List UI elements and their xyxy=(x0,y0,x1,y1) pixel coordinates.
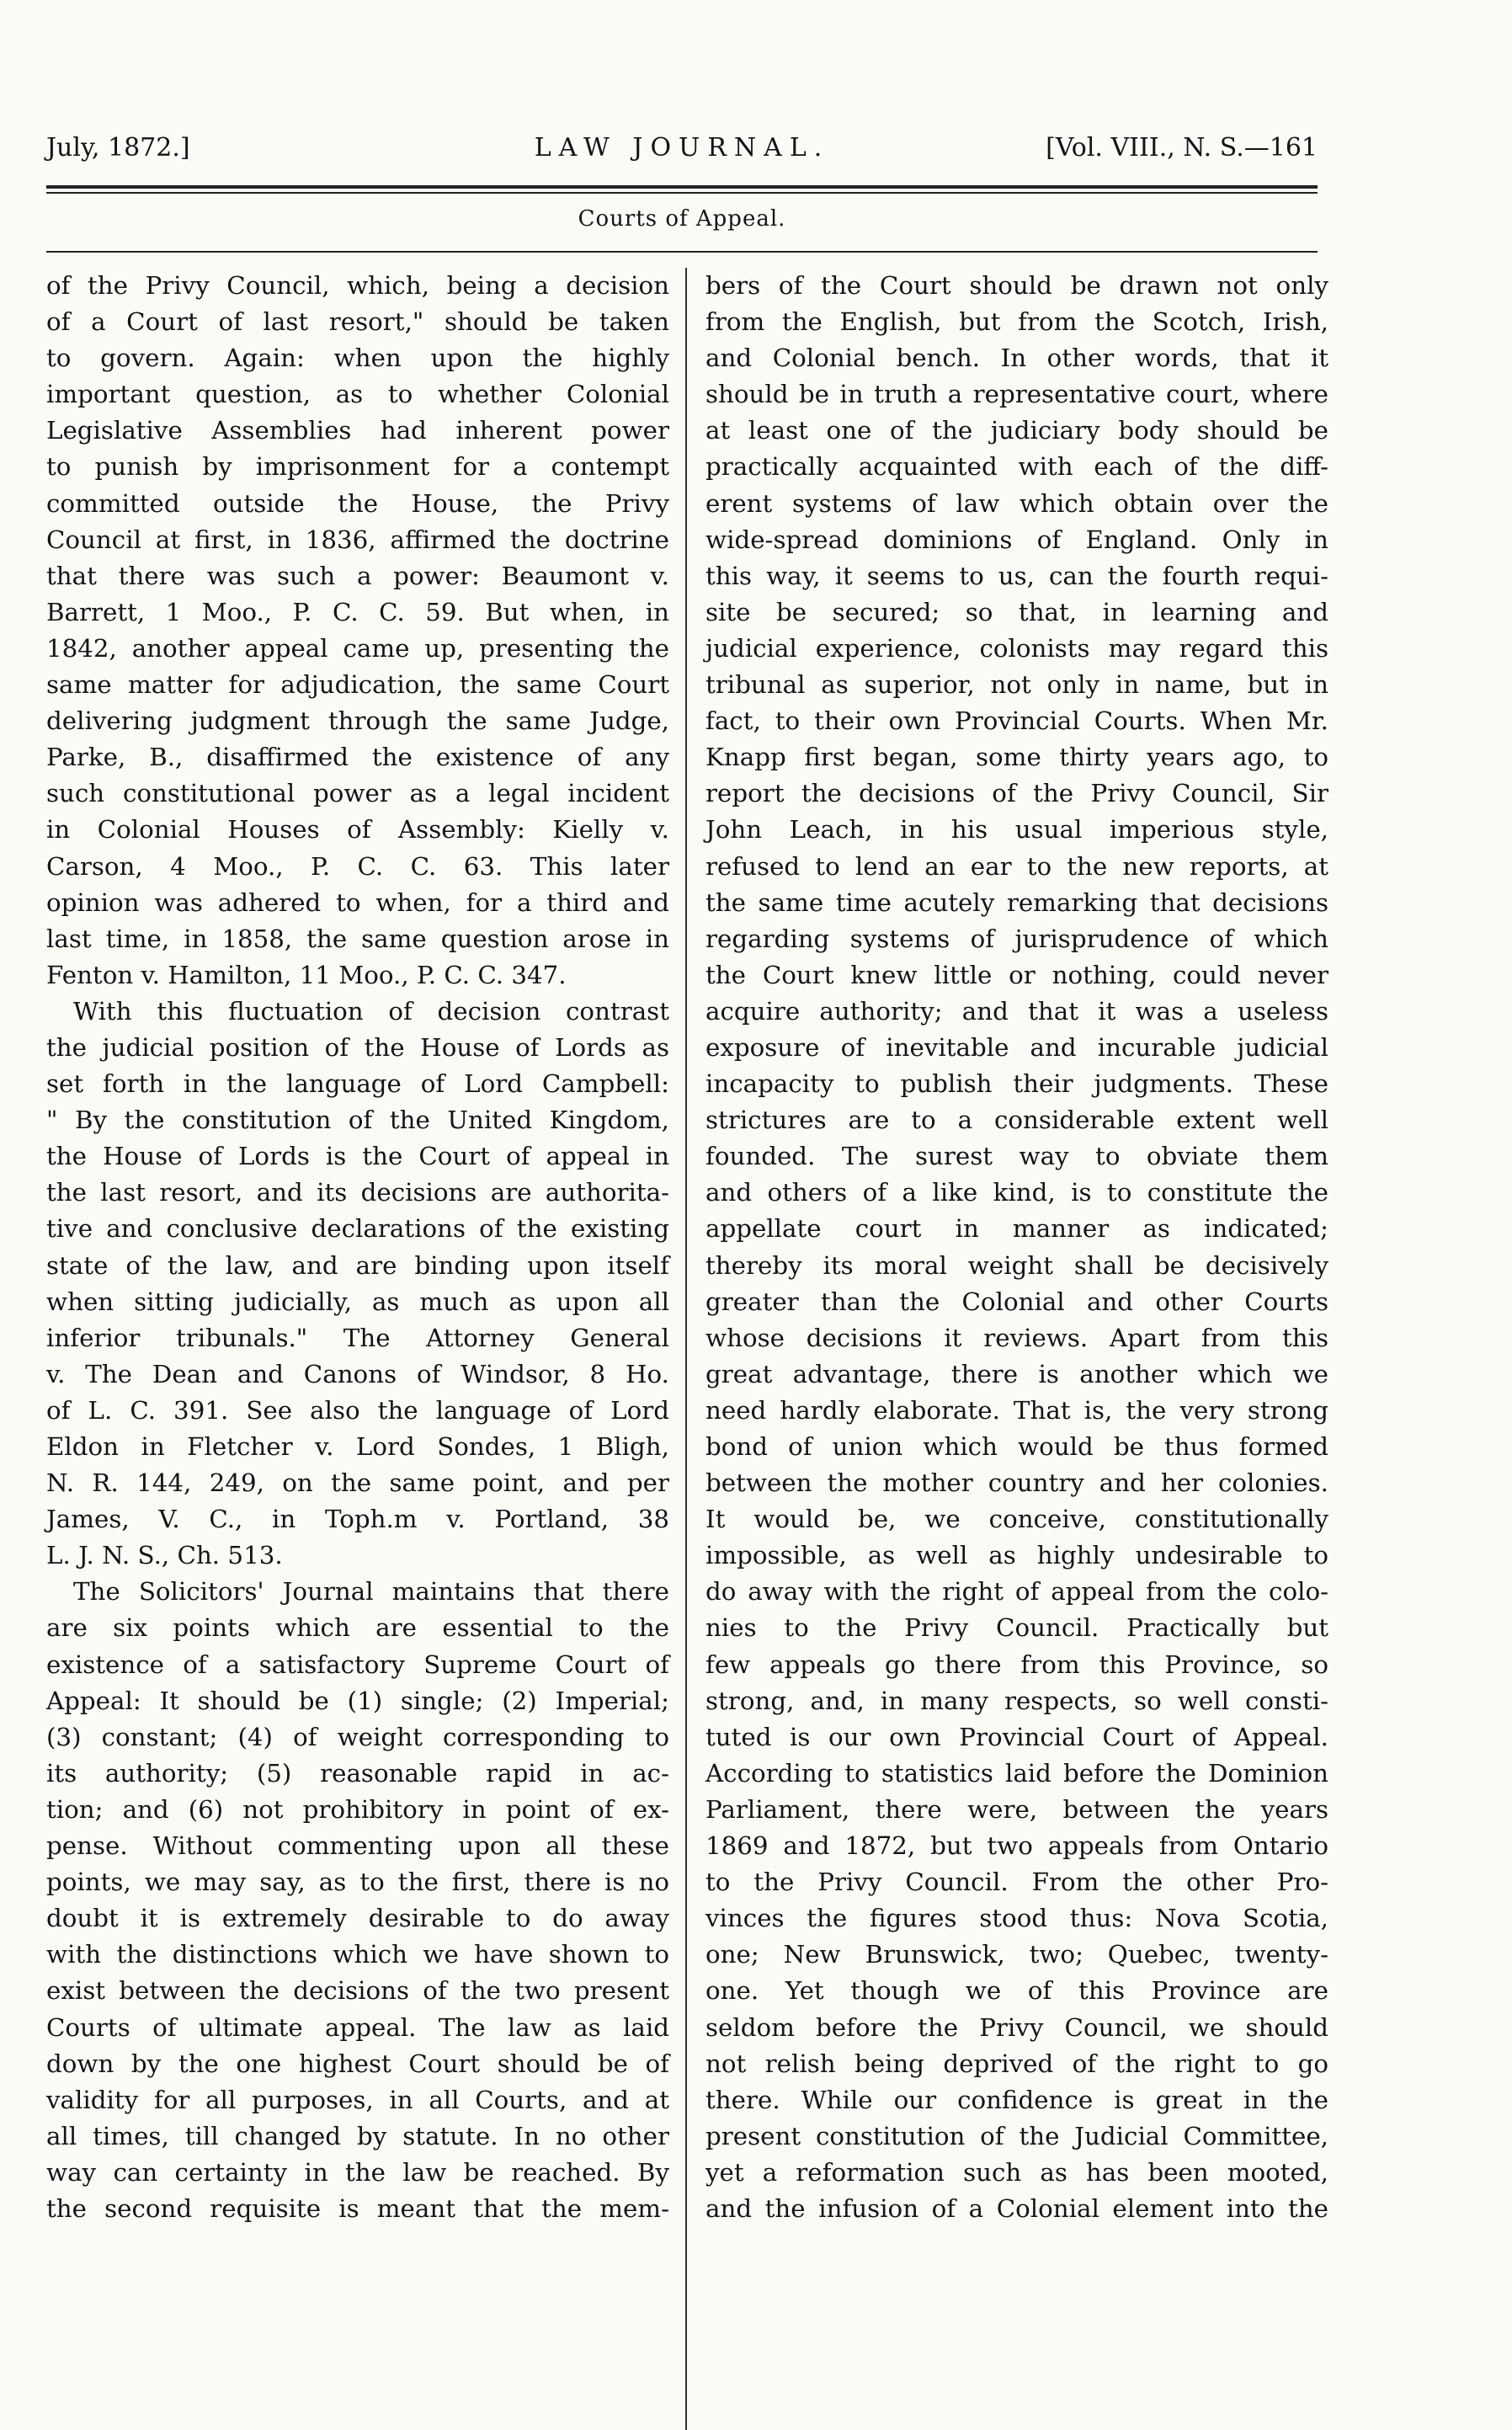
text-line: greater than the Colonial and other Courts xyxy=(705,1287,1328,1316)
text-line: founded. The surest way to obviate them xyxy=(705,1142,1328,1171)
text-line: N. R. 144, 249, on the same point, and per xyxy=(46,1468,669,1498)
text-line: thereby its moral weight shall be decisively xyxy=(705,1250,1328,1280)
text-line: fact, to their own Provincial Courts. When Mr. xyxy=(705,706,1328,736)
text-line: set forth in the language of Lord Campbell: xyxy=(46,1069,669,1099)
text-line: 1842, another appeal came up, presenting the xyxy=(46,633,669,663)
text-line: inferior tribunals." The Attorney General xyxy=(46,1323,669,1352)
text-line: the House of Lords is the Court of appeal in xyxy=(46,1142,669,1171)
text-line: doubt it is extremely desirable to do away xyxy=(46,1904,669,1933)
text-line: Fenton v. Hamilton, 11 Moo., P. C. C. 347. xyxy=(46,960,567,989)
text-line: bond of union which would be thus formed xyxy=(705,1432,1328,1461)
text-line: delivering judgment through the same Judge, xyxy=(46,706,669,736)
text-line: exist between the decisions of the two present xyxy=(46,1976,669,2006)
issue-date: July, 1872.] xyxy=(46,133,190,163)
text-line: vinces the figures stood thus: Nova Scotia, xyxy=(705,1904,1328,1933)
text-line: existence of a satisfactory Supreme Court of xyxy=(46,1649,669,1679)
text-line: the judicial position of the House of Lords as xyxy=(46,1032,669,1062)
text-line: acquire authority; and that it was a useless xyxy=(705,996,1328,1026)
text-line: It would be, we conceive, constitutionally xyxy=(705,1505,1328,1534)
text-line: strong, and, in many respects, so well consti- xyxy=(705,1686,1328,1715)
text-line: important question, as to whether Colonial xyxy=(46,380,669,409)
text-line: when sitting judicially, as much as upon all xyxy=(46,1287,669,1316)
text-line: the last resort, and its decisions are authorita- xyxy=(46,1178,669,1207)
journal-title: LAW JOURNAL. xyxy=(534,133,830,163)
text-line: of the Privy Council, which, being a decision xyxy=(46,271,669,300)
text-line: to punish by imprisonment for a contempt xyxy=(46,452,669,482)
text-line: do away with the right of appeal from the colo- xyxy=(705,1577,1328,1607)
text-line: Appeal: It should be (1) single; (2) Imperial; xyxy=(46,1686,669,1715)
running-header xyxy=(46,133,1318,172)
text-line: of L. C. 391. See also the language of Lord xyxy=(46,1395,669,1425)
text-line: validity for all purposes, in all Courts, and at xyxy=(46,2085,669,2114)
text-line: site be secured; so that, in learning and xyxy=(705,597,1328,626)
text-line: John Leach, in his usual imperious style, xyxy=(705,815,1328,845)
text-line: points, we may say, as to the first, there is no xyxy=(46,1868,669,1897)
text-line: nies to the Privy Council. Practically but xyxy=(705,1613,1328,1643)
text-line: few appeals go there from this Province, so xyxy=(705,1649,1328,1679)
text-line: way can certainty in the law be reached. By xyxy=(46,2157,669,2187)
text-line: erent systems of law which obtain over the xyxy=(705,488,1328,518)
text-line: there. While our confidence is great in the xyxy=(705,2085,1328,2114)
text-line: yet a reformation such as has been mooted, xyxy=(705,2157,1328,2187)
text-line: and others of a like kind, is to constitute the xyxy=(705,1178,1328,1207)
text-line: tive and conclusive declarations of the existing xyxy=(46,1214,669,1244)
text-line: bers of the Court should be drawn not only xyxy=(705,271,1328,300)
text-line: the Court knew little or nothing, could never xyxy=(705,960,1328,989)
text-line: of a Court of last resort," should be taken xyxy=(46,307,669,337)
header-rule-thick xyxy=(46,185,1318,189)
text-line: Carson, 4 Moo., P. C. C. 63. This later xyxy=(46,851,669,881)
text-line: strictures are to a considerable extent well xyxy=(705,1106,1328,1135)
text-line: tuted is our own Provincial Court of Appeal. xyxy=(705,1722,1328,1751)
text-line: Parke, B., disaffirmed the existence of any xyxy=(46,743,669,772)
text-line: at least one of the judiciary body should be xyxy=(705,416,1328,445)
text-line: appellate court in manner as indicated; xyxy=(705,1214,1328,1244)
text-line: the second requisite is meant that the mem- xyxy=(46,2193,669,2223)
text-line: down by the one highest Court should be of xyxy=(46,2049,669,2078)
text-line: all times, till changed by statute. In no other xyxy=(46,2121,669,2150)
text-line: Courts of ultimate appeal. The law as laid xyxy=(46,2012,669,2042)
text-line: not relish being deprived of the right to go xyxy=(705,2049,1328,2078)
text-line: great advantage, there is another which we xyxy=(705,1359,1328,1388)
text-line: are six points which are essential to the xyxy=(46,1613,669,1643)
text-line: practically acquainted with each of the diff- xyxy=(705,452,1328,482)
text-line: such constitutional power as a legal incident xyxy=(46,779,669,808)
text-line: from the English, but from the Scotch, Irish, xyxy=(705,307,1328,337)
text-line: present constitution of the Judicial Committee, xyxy=(705,2121,1328,2150)
text-line: in Colonial Houses of Assembly: Kielly v. xyxy=(46,815,669,845)
text-line: one; New Brunswick, two; Quebec, twenty- xyxy=(705,1940,1328,1969)
text-line: should be in truth a representative court, where xyxy=(705,380,1328,409)
text-line: Parliament, there were, between the years xyxy=(705,1794,1328,1824)
left-column xyxy=(46,268,669,2227)
text-line: v. The Dean and Canons of Windsor, 8 Ho. xyxy=(46,1359,669,1388)
text-line: According to statistics laid before the Dominion xyxy=(705,1758,1328,1788)
text-line: regarding systems of jurisprudence of which xyxy=(705,924,1328,953)
text-line: seldom before the Privy Council, we should xyxy=(705,2012,1328,2042)
text-line: Eldon in Fletcher v. Lord Sondes, 1 Bligh, xyxy=(46,1432,669,1461)
text-line: its authority; (5) reasonable rapid in ac- xyxy=(46,1758,669,1788)
text-line: and Colonial bench. In other words, that it xyxy=(705,344,1328,373)
text-line: to govern. Again: when upon the highly xyxy=(46,344,669,373)
text-line: need hardly elaborate. That is, the very strong xyxy=(705,1395,1328,1425)
column-divider xyxy=(685,268,687,2430)
text-line: wide-spread dominions of England. Only in xyxy=(705,525,1328,554)
text-line: the same time acutely remarking that decisions xyxy=(705,887,1328,917)
text-line: that there was such a power: Beaumont v. xyxy=(46,561,669,590)
text-line: Barrett, 1 Moo., P. C. C. 59. But when, in xyxy=(46,597,669,626)
text-line: tion; and (6) not prohibitory in point of ex- xyxy=(46,1794,669,1824)
text-line: exposure of inevitable and incurable judicial xyxy=(705,1032,1328,1062)
text-line: pense. Without commenting upon all these xyxy=(46,1831,669,1861)
text-line: with the distinctions which we have shown to xyxy=(46,1940,669,1969)
text-line: Council at first, in 1836, affirmed the doctrine xyxy=(46,525,669,554)
text-line: With this fluctuation of decision contrast xyxy=(73,996,669,1026)
text-line: (3) constant; (4) of weight corresponding to xyxy=(46,1722,669,1751)
text-line: last time, in 1858, the same question arose in xyxy=(46,924,669,953)
text-line: L. J. N. S., Ch. 513. xyxy=(46,1541,283,1570)
text-line: committed outside the House, the Privy xyxy=(46,488,669,518)
text-line: Knapp first began, some thirty years ago, to xyxy=(705,743,1328,772)
text-line: and the infusion of a Colonial element into the xyxy=(705,2193,1328,2223)
text-line: one. Yet though we of this Province are xyxy=(705,1976,1328,2006)
text-line: refused to lend an ear to the new reports, at xyxy=(705,851,1328,881)
text-line: " By the constitution of the United Kingdom, xyxy=(46,1106,669,1135)
text-line: James, V. C., in Toph.m v. Portland, 38 xyxy=(46,1505,669,1534)
text-line: The Solicitors' Journal maintains that there xyxy=(73,1577,669,1607)
text-line: Legislative Assemblies had inherent power xyxy=(46,416,669,445)
header-rule-thin xyxy=(46,192,1318,194)
text-line: to the Privy Council. From the other Pro- xyxy=(705,1868,1328,1897)
text-line: judicial experience, colonists may regard this xyxy=(705,633,1328,663)
text-line: opinion was adhered to when, for a third and xyxy=(46,887,669,917)
text-line: between the mother country and her colonies. xyxy=(705,1468,1328,1498)
text-line: incapacity to publish their judgments. These xyxy=(705,1069,1328,1099)
text-line: state of the law, and are binding upon itself xyxy=(46,1250,669,1280)
volume-page: [Vol. VIII., N. S.—161 xyxy=(1046,133,1318,163)
text-line: 1869 and 1872, but two appeals from Ontario xyxy=(705,1831,1328,1861)
right-column xyxy=(705,268,1328,2227)
text-line: report the decisions of the Privy Council, Sir xyxy=(705,779,1328,808)
text-line: whose decisions it reviews. Apart from this xyxy=(705,1323,1328,1352)
text-line: tribunal as superior, not only in name, but in xyxy=(705,670,1328,700)
section-rule xyxy=(46,251,1318,253)
text-line: impossible, as well as highly undesirable to xyxy=(705,1541,1328,1570)
section-title: Courts of Appeal. xyxy=(578,206,786,232)
text-line: this way, it seems to us, can the fourth requi- xyxy=(705,561,1328,590)
text-line: same matter for adjudication, the same Court xyxy=(46,670,669,700)
